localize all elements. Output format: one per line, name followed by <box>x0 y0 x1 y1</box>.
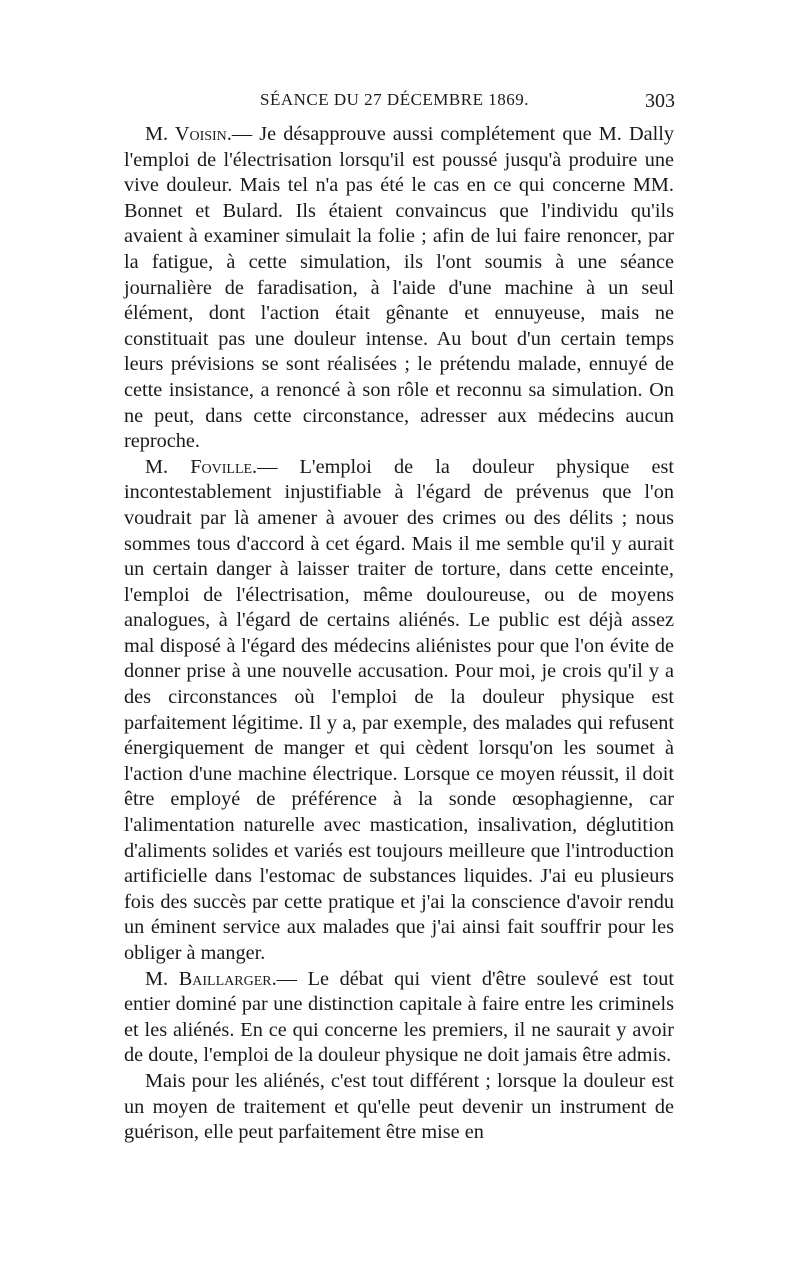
paragraph-text: — Le débat qui vient d'être soulevé est tout entier dominé par une distinction capitale à faire entre les criminels et les aliénés. En ce qui concerne les premiers, il ne saurait y avoir de doute, l'emploi de la douleur physique ne doit jamais être admis. <box>124 967 675 1067</box>
running-head <box>150 90 675 120</box>
page-number: 303 <box>645 90 675 112</box>
body-text <box>124 122 674 1146</box>
paragraph-text: Mais pour les aliénés, c'est tout différent ; lorsque la douleur est un moyen de traitement et qu'elle peut devenir un instrument de guérison, elle peut parfaitement être mise en <box>124 1069 674 1144</box>
speaker-name: M. Baillarger. <box>145 967 277 990</box>
paragraph-baillarger <box>124 967 674 1069</box>
paragraph-continuation <box>124 1069 674 1146</box>
paragraph-voisin <box>124 122 674 455</box>
running-title: SÉANCE DU 27 DÉCEMBRE 1869. <box>260 90 529 109</box>
paragraph-text: — Je désapprouve aussi complétement que M. Dally l'emploi de l'électrisation lorsqu'il est poussé jusqu'à produire une vive douleur. Mais tel n'a pas été le cas en ce qui concerne MM. Bonnet et Bulard. Ils étaient convaincus que l'individu qu'ils avaient à examiner simulait la folie ; afin de lui faire renoncer, par la fatigue, à cette simulation, ils l'ont soumis à une séance journalière de faradisation, à l'aide d'une machine à un seul élément, dont l'action était gênante et ennuyeuse, mais ne constituait pas une douleur intense. Au bout d'un certain temps leurs prévisions se sont réalisées ; le prétendu malade, ennuyé de cette insistance, a renoncé à son rôle et reconnu sa simulation. On ne peut, dans cette circonstance, adresser aux médecins aucun reproche. <box>124 123 674 453</box>
speaker-name: M. Voisin. <box>145 123 232 145</box>
paragraph-foville <box>124 455 674 967</box>
paragraph-text: — L'emploi de la douleur physique est incontestablement injustifiable à l'égard de prévenus que l'on voudrait par là amener à avouer des crimes ou des délits ; nous sommes tous d'accord à cet égard. Mais il me semble qu'il y aurait un certain danger à laisser traiter de torture, dans cette enceinte, l'emploi de l'électrisation, même douloureuse, ou de moyens analogues, à l'égard de certains aliénés. Le public est déjà assez mal disposé à l'égard des médecins aliénistes pour que l'on évite de donner prise à une nouvelle accusation. Pour moi, je crois qu'il y a des circonstances où l'emploi de la douleur physique est parfaitement légitime. Il y a, par exemple, des malades qui refusent énergiquement de manger et qui cèdent lorsqu'on les soumet à l'action d'une machine électrique. Lorsque ce moyen réussit, il doit être employé de préférence à la sonde œsophagienne, car l'alimentation naturelle avec mastication, insalivation, déglutition d'aliments solides et variés est toujours meilleure que l'introduction artificielle dans l'estomac de substances liquides. J'ai eu plusieurs fois des succès par cette pratique et j'ai la conscience d'avoir rendu un éminent service aux malades que j'ai ainsi fait souffrir pour les obliger à manger. <box>124 455 675 964</box>
speaker-name: M. Foville. <box>145 455 258 478</box>
